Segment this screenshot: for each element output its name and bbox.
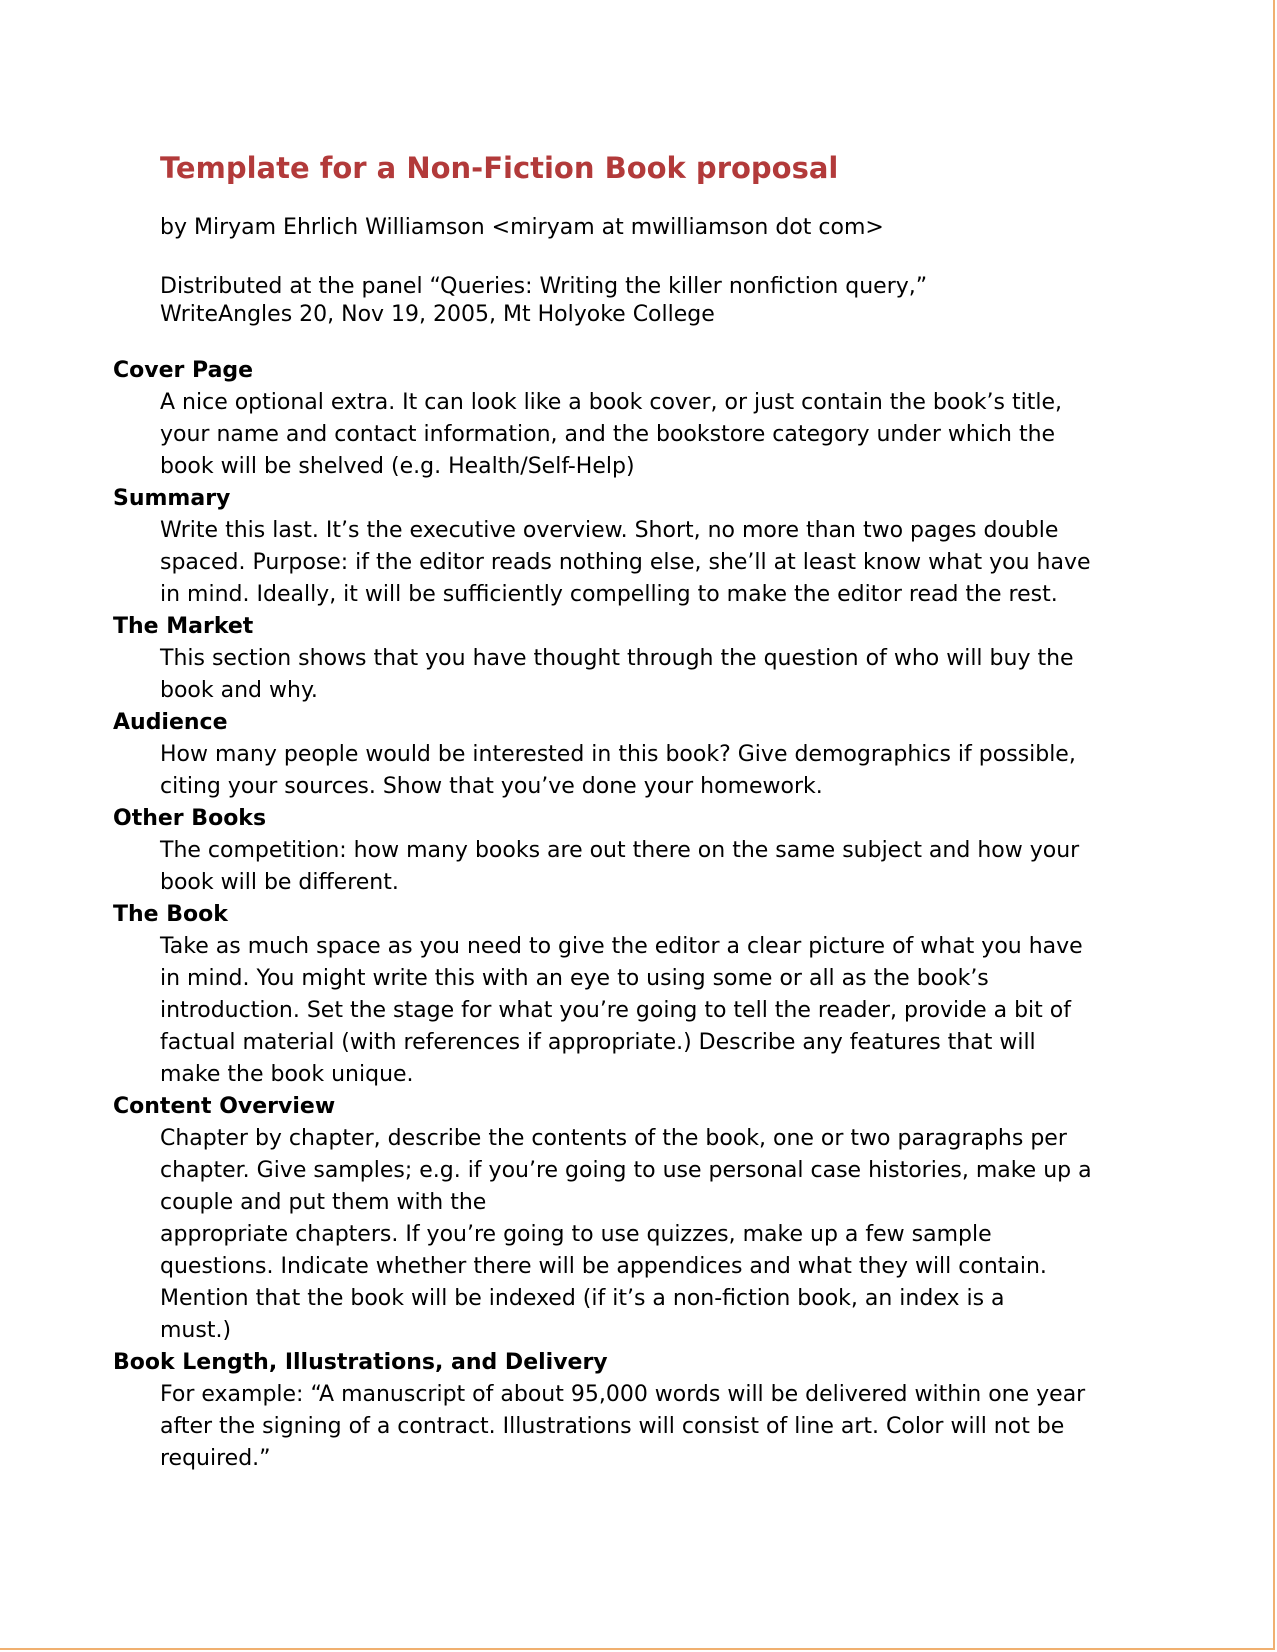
section-body-line: couple and put them with the <box>160 1190 487 1215</box>
section-body-line: book will be different. <box>160 870 399 895</box>
section-body-line: in mind. Ideally, it will be sufficiently compelling to make the editor read the rest. <box>160 582 1058 607</box>
proposal-section <box>113 1091 1153 1347</box>
document-title: Template for a Non-Fiction Book proposal <box>160 151 839 185</box>
section-body-line: factual material (with references if appropriate.) Describe any features that will <box>160 1030 1036 1055</box>
section-heading: Cover Page <box>113 358 254 383</box>
section-body-line: book and why. <box>160 678 318 703</box>
section-heading: Book Length, Illustrations, and Delivery <box>113 1350 608 1375</box>
section-body-line: must.) <box>160 1318 232 1343</box>
proposal-section <box>113 611 1153 707</box>
section-body-line: after the signing of a contract. Illustrations will consist of line art. Color will not be <box>160 1414 1065 1439</box>
distribution-line: Distributed at the panel “Queries: Writing the killer nonfiction query,” <box>160 274 928 299</box>
section-body-line: The competition: how many books are out there on the same subject and how your <box>160 838 1080 863</box>
proposal-sections <box>113 355 1153 1475</box>
proposal-section <box>113 899 1153 1091</box>
section-body-line: appropriate chapters. If you’re going to use quizzes, make up a few sample <box>160 1222 992 1247</box>
section-body-line: introduction. Set the stage for what you’re going to tell the reader, provide a bit of <box>160 998 1071 1023</box>
section-heading: The Market <box>113 614 254 639</box>
distribution-line: WriteAngles 20, Nov 19, 2005, Mt Holyoke College <box>160 302 715 327</box>
section-body-line: your name and contact information, and the bookstore category under which the <box>160 422 1056 447</box>
section-body-line: book will be shelved (e.g. Health/Self-Help) <box>160 454 635 479</box>
section-body-line: chapter. Give samples; e.g. if you’re going to use personal case histories, make up a <box>160 1158 1092 1183</box>
section-body <box>160 387 1153 483</box>
section-heading: Other Books <box>113 806 267 831</box>
section-body-line: required.” <box>160 1446 271 1471</box>
section-body <box>160 835 1153 899</box>
proposal-section <box>113 1347 1153 1475</box>
section-body-line: How many people would be interested in this book? Give demographics if possible, <box>160 742 1076 767</box>
section-body-line: Take as much space as you need to give the editor a clear picture of what you have <box>160 934 1083 959</box>
section-body <box>160 1123 1153 1347</box>
section-body-line: spaced. Purpose: if the editor reads nothing else, she’ll at least know what you have <box>160 550 1091 575</box>
section-body <box>160 515 1153 611</box>
section-body-line: Mention that the book will be indexed (if it’s a non-fiction book, an index is a <box>160 1286 1005 1311</box>
section-body-line: A nice optional extra. It can look like a book cover, or just contain the book’s title, <box>160 390 1062 415</box>
section-body <box>160 1379 1153 1475</box>
section-heading: The Book <box>113 902 228 927</box>
section-body-line: This section shows that you have thought through the question of who will buy the <box>160 646 1074 671</box>
section-body-line: Write this last. It’s the executive overview. Short, no more than two pages double <box>160 518 1059 543</box>
section-body-line: in mind. You might write this with an eye to using some or all as the book’s <box>160 966 989 991</box>
section-body-line: For example: “A manuscript of about 95,000 words will be delivered within one year <box>160 1382 1086 1407</box>
section-heading: Content Overview <box>113 1094 336 1119</box>
section-heading: Summary <box>113 486 231 511</box>
proposal-section <box>113 355 1153 483</box>
proposal-section <box>113 707 1153 803</box>
section-body <box>160 739 1153 803</box>
section-body-line: citing your sources. Show that you’ve done your homework. <box>160 774 823 799</box>
proposal-section <box>113 803 1153 899</box>
proposal-section <box>113 483 1153 611</box>
distribution-note <box>160 273 927 329</box>
section-body-line: questions. Indicate whether there will be appendices and what they will contain. <box>160 1254 1047 1279</box>
author-byline: by Miryam Ehrlich Williamson <miryam at mwilliamson dot com> <box>160 215 884 240</box>
section-body <box>160 643 1153 707</box>
section-body-line: Chapter by chapter, describe the contents of the book, one or two paragraphs per <box>160 1126 1067 1151</box>
section-heading: Audience <box>113 710 228 735</box>
section-body-line: make the book unique. <box>160 1062 414 1087</box>
section-body <box>160 931 1153 1091</box>
